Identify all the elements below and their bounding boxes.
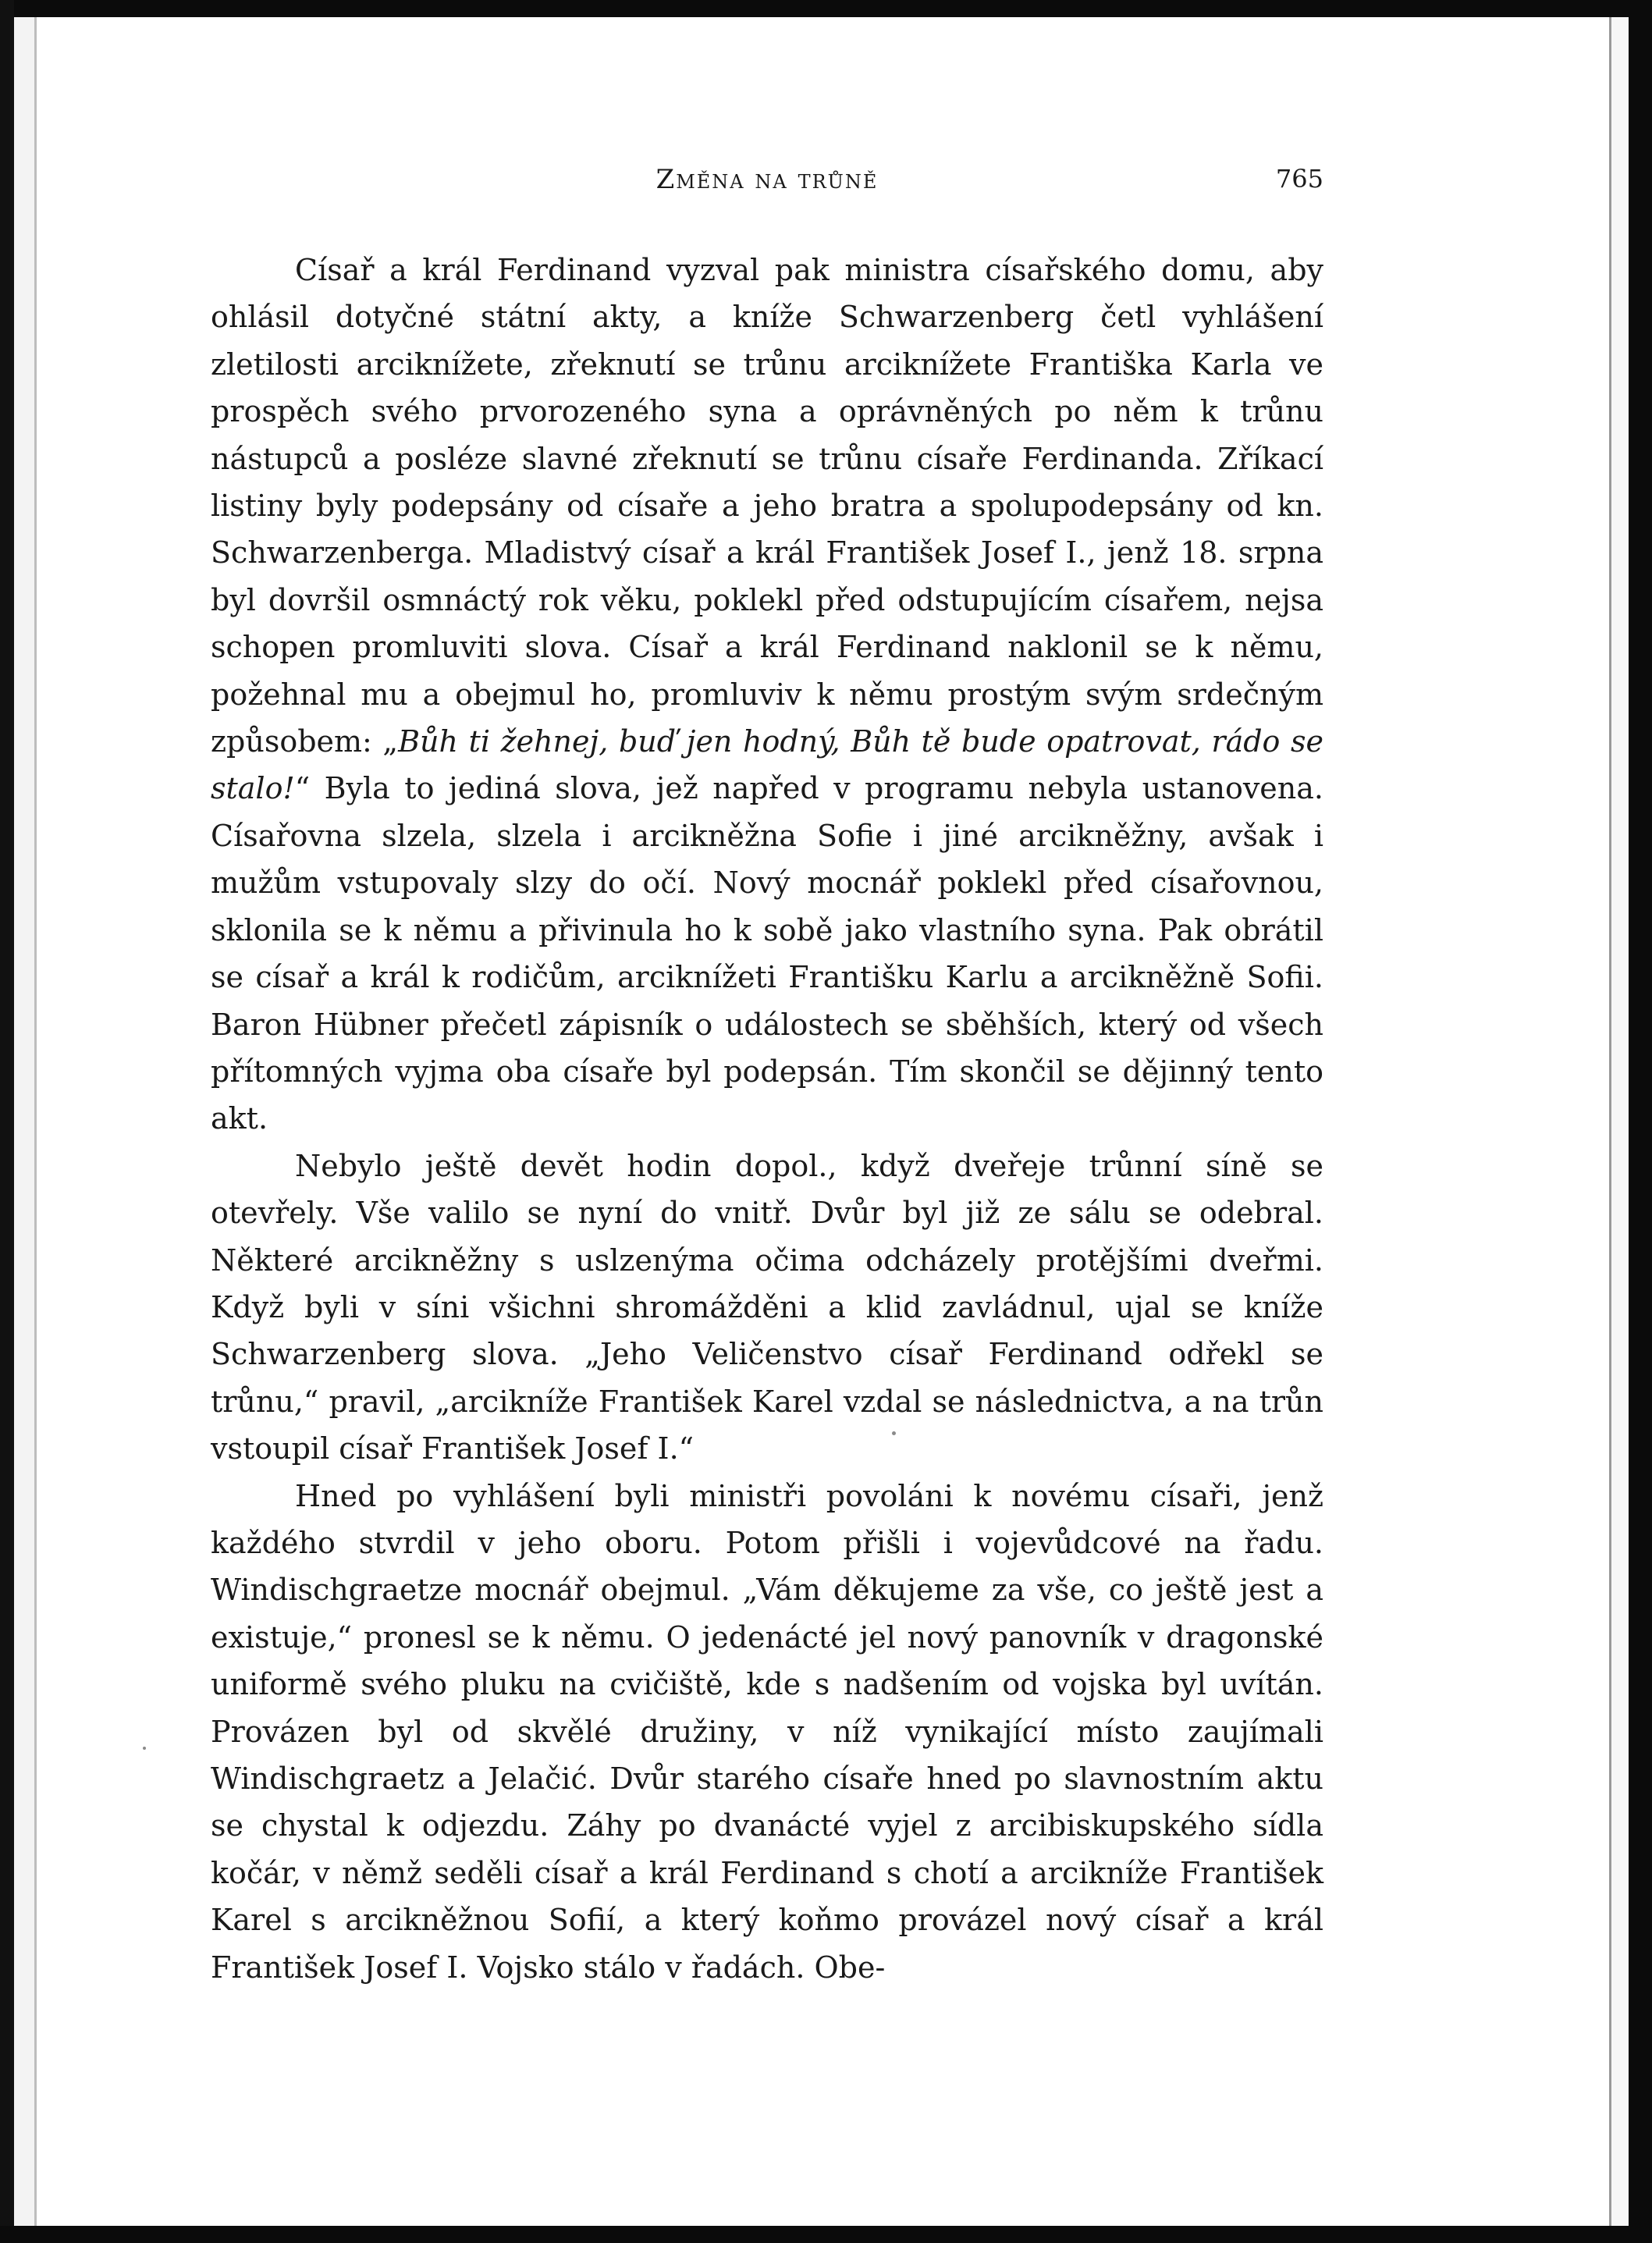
- body-text: [211, 247, 1323, 1991]
- gutter-line: [34, 17, 37, 2226]
- scan-border-left: [0, 0, 14, 2243]
- scan-speck: [143, 1747, 146, 1750]
- scan-border-bottom: [0, 2226, 1652, 2243]
- scan-border-top: [0, 0, 1652, 17]
- page-header: [211, 164, 1323, 203]
- running-title: Změna na trůně: [655, 164, 879, 195]
- paragraph: Hned po vyhlášení byli ministři povoláni k novému císaři, jenž každého stvrdil v jeho oboru. Potom přišli i vojevůdcové na řadu. Windischgraetze mocnář obejmul. „Vám děkujeme za vše, co ještě jest a existuje,“ pronesl se k němu. O jedenácté jel nový panovník v dragonské uniformě svého pluku na cvičiště, kde s nadšením od vojska byl uvítán. Provázen byl od skvělé družiny, v níž vynikající místo zaujímali Windischgraetz a Jelačić. Dvůr starého císaře hned po slavnostním aktu se chystal k odjezdu. Záhy po dvanácté vyjel z arcibiskupského sídla kočár, v němž seděli císař a král Ferdinand s chotí a arcikníže František Karel s arcikněžnou Sofií, a který koňmo provázel nový císař a král František Josef I. Vojsko stálo v řadách. Obe-: [211, 1478, 1323, 1985]
- paragraph: [211, 247, 1323, 1143]
- page-edge-line: [1609, 17, 1611, 2226]
- paragraph-text: Císař a král Ferdinand vyzval pak ministra císařského domu, aby ohlásil dotyčné státní akty, a kníže Schwarzenberg četl vyhlášení zletilosti arciknížete, zřeknutí se trůnu arciknížete Františka Karla ve prospěch svého prvorozeného syna a oprávněných po něm k trůnu nástupců a posléze slavné zřeknutí se trůnu císaře Ferdinanda. Zříkací listiny byly podepsány od císaře a jeho bratra a spolupodepsány od kn. Schwarzenberga. Mladistvý císař a král František Josef I., jenž 18. srpna byl dovršil osmnáctý rok věku, poklekl před odstupujícím císařem, nejsa schopen promluviti slova. Císař a král Ferdinand naklonil se k němu, požehnal mu a obejmul ho, promluviv k němu prostým svým srdečným způsobem: „: [211, 253, 1323, 759]
- scan-border-right: [1629, 0, 1652, 2243]
- page-edge-gap: [1611, 17, 1629, 2226]
- page-number: 765: [1275, 164, 1323, 194]
- italic-quote: Bůh ti žehnej, buď jen hodný, Bůh tě bude opatrovat, rádo se stalo!: [211, 724, 1324, 806]
- paragraph-text: “ Byla to jediná slova, jež napřed v programu nebyla ustanovena. Císařovna slzela, slzela i arcikněžna Sofie i jiné arcikněžny, avšak i mužům vstupovaly slzy do očí. Nový mocnář poklekl před císařovnou, sklonila se k němu a přivinula ho k sobě jako vlastního syna. Pak obrátil se císař a král k rodičům, arciknížeti Františku Karlu a arcikněžně Sofii. Baron Hübner přečetl zápisník o událostech se sběhších, který od všech přítomných vyjma oba císaře byl podepsán. Tím skončil se dějinný tento akt.: [211, 771, 1323, 1136]
- adjacent-page-strip: [14, 17, 34, 2226]
- paragraph: Nebylo ještě devět hodin dopol., když dveřeje trůnní síně se otevřely. Vše valilo se nyní do vnitř. Dvůr byl již ze sálu se odebral. Některé arcikněžny s uslzenýma očima odcházely protějšími dveřmi. Když byli v síni všichni shromážděni a klid zavládnul, ujal se kníže Schwarzenberg slova. „Jeho Veličenstvo císař Ferdinand odřekl se trůnu,“ pravil, „arcikníže František Karel vzdal se následnictva, a na trůn vstoupil císař František Josef I.“: [211, 1148, 1323, 1466]
